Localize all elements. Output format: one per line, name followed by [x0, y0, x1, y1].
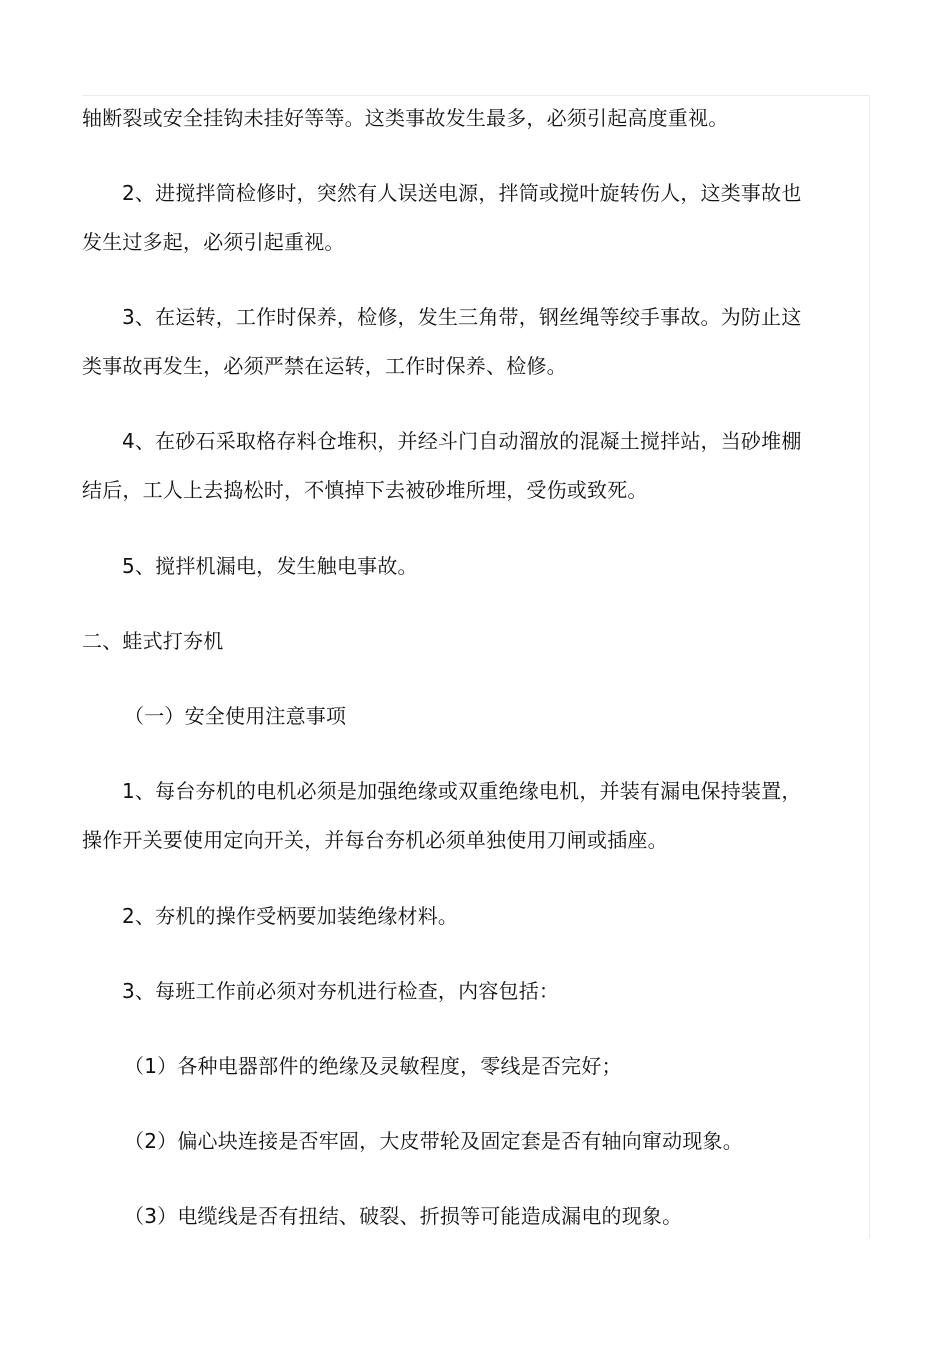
- subsection-heading: （一）安全使用注意事项: [124, 704, 347, 728]
- section-heading: 二、蛙式打夯机: [82, 629, 224, 653]
- paragraph-line: 类事故再发生，必须严禁在运转，工作时保养、检修。: [82, 354, 567, 378]
- paragraph-line: 2、夯机的操作受柄要加装绝缘材料。: [122, 904, 459, 928]
- list-item: （3）电缆线是否有扭结、破裂、折损等可能造成漏电的现象。: [124, 1204, 683, 1228]
- paragraph-line: 5、搅拌机漏电，发生触电事故。: [122, 554, 418, 578]
- paragraph-line: 3、每班工作前必须对夯机进行检查，内容包括：: [122, 979, 560, 1003]
- paragraph-line: 发生过多起，必须引起重视。: [82, 230, 345, 254]
- list-item: （2）偏心块连接是否牢固，大皮带轮及固定套是否有轴向窜动现象。: [124, 1129, 743, 1153]
- page-border-top: [82, 95, 870, 96]
- paragraph-line: 2、进搅拌筒检修时，突然有人误送电源，拌筒或搅叶旋转伤人，这类事故也: [122, 181, 802, 205]
- page-border-right: [869, 95, 870, 1238]
- list-item: （1）各种电器部件的绝缘及灵敏程度，零线是否完好；: [124, 1054, 622, 1078]
- paragraph-line: 轴断裂或安全挂钩未挂好等等。这类事故发生最多，必须引起高度重视。: [82, 106, 729, 130]
- paragraph-line: 操作开关要使用定向开关，并每台夯机必须单独使用刀闸或插座。: [82, 828, 668, 852]
- paragraph-line: 结后，工人上去捣松时，不慎掉下去被砂堆所埋，受伤或致死。: [82, 478, 648, 502]
- paragraph-line: 4、在砂石采取格存料仓堆积，并经斗门自动溜放的混凝土搅拌站，当砂堆棚: [122, 429, 802, 453]
- paragraph-line: 1、每台夯机的电机必须是加强绝缘或双重绝缘电机，并装有漏电保持装置，: [122, 779, 802, 803]
- paragraph-line: 3、在运转，工作时保养，检修，发生三角带，钢丝绳等绞手事故。为防止这: [122, 305, 802, 329]
